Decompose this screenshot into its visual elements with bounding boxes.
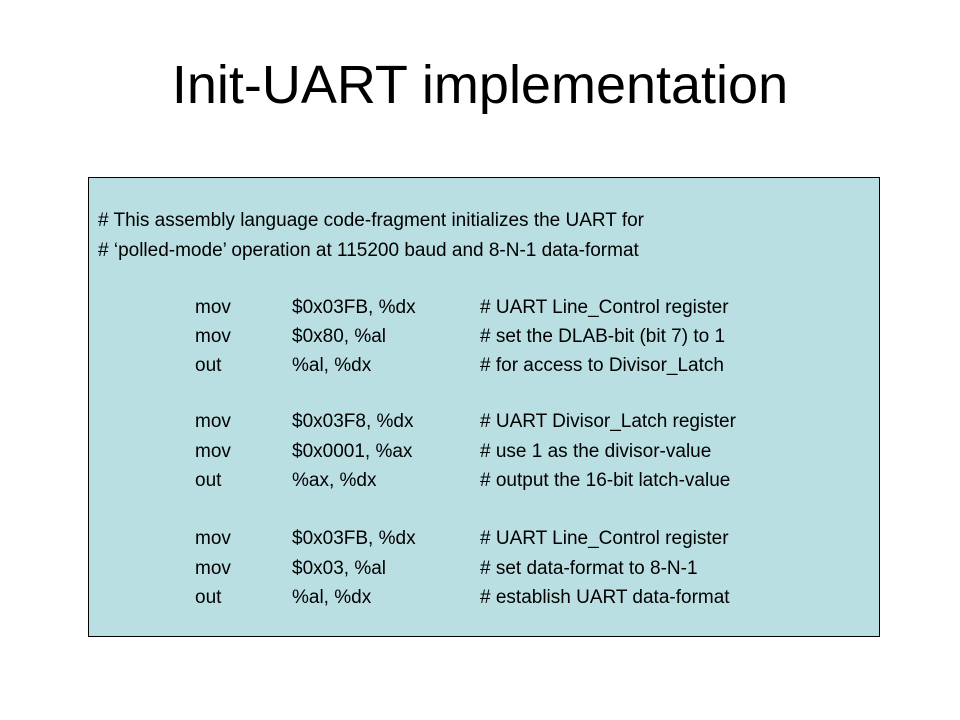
instruction-comment: # set data-format to 8-N-1 (480, 558, 698, 579)
instruction-opcode: mov (195, 297, 231, 318)
instruction-comment: # UART Line_Control register (480, 528, 729, 549)
instruction-operands: $0x0001, %ax (292, 441, 413, 462)
instruction-opcode: out (195, 470, 222, 491)
code-line (89, 297, 881, 321)
instruction-operands: %ax, %dx (292, 470, 377, 491)
instruction-operands: $0x80, %al (292, 326, 387, 347)
instruction-opcode: mov (195, 528, 231, 549)
instruction-opcode: out (195, 355, 222, 376)
instruction-operands: %al, %dx (292, 355, 372, 376)
instruction-opcode: mov (195, 326, 231, 347)
instruction-operands: $0x03FB, %dx (292, 528, 416, 549)
instruction-operands: %al, %dx (292, 587, 372, 608)
instruction-comment: # UART Line_Control register (480, 297, 729, 318)
code-line (89, 326, 881, 350)
code-line (89, 587, 881, 611)
code-line (89, 411, 881, 435)
code-block (88, 177, 880, 637)
instruction-comment: # set the DLAB-bit (bit 7) to 1 (480, 326, 726, 347)
instruction-opcode: out (195, 587, 222, 608)
instruction-comment: # establish UART data-format (480, 587, 730, 608)
instruction-opcode: mov (195, 441, 231, 462)
header-comment-line: # ‘polled-mode’ operation at 115200 baud and 8-N-1 data-format (98, 240, 639, 261)
code-line (89, 470, 881, 494)
slide-title: Init-UART implementation (171, 55, 789, 115)
instruction-comment: # for access to Divisor_Latch (480, 355, 724, 376)
instruction-operands: $0x03FB, %dx (292, 297, 416, 318)
instruction-comment: # output the 16-bit latch-value (480, 470, 731, 491)
code-line (89, 558, 881, 582)
header-comment-line: # This assembly language code-fragment initializes the UART for (98, 210, 644, 231)
instruction-comment: # UART Divisor_Latch register (480, 411, 736, 432)
instruction-operands: $0x03, %al (292, 558, 387, 579)
code-line (89, 528, 881, 552)
instruction-opcode: mov (195, 411, 231, 432)
code-line (89, 441, 881, 465)
instruction-operands: $0x03F8, %dx (292, 411, 414, 432)
instruction-comment: # use 1 as the divisor-value (480, 441, 712, 462)
instruction-opcode: mov (195, 558, 231, 579)
code-line (89, 355, 881, 379)
